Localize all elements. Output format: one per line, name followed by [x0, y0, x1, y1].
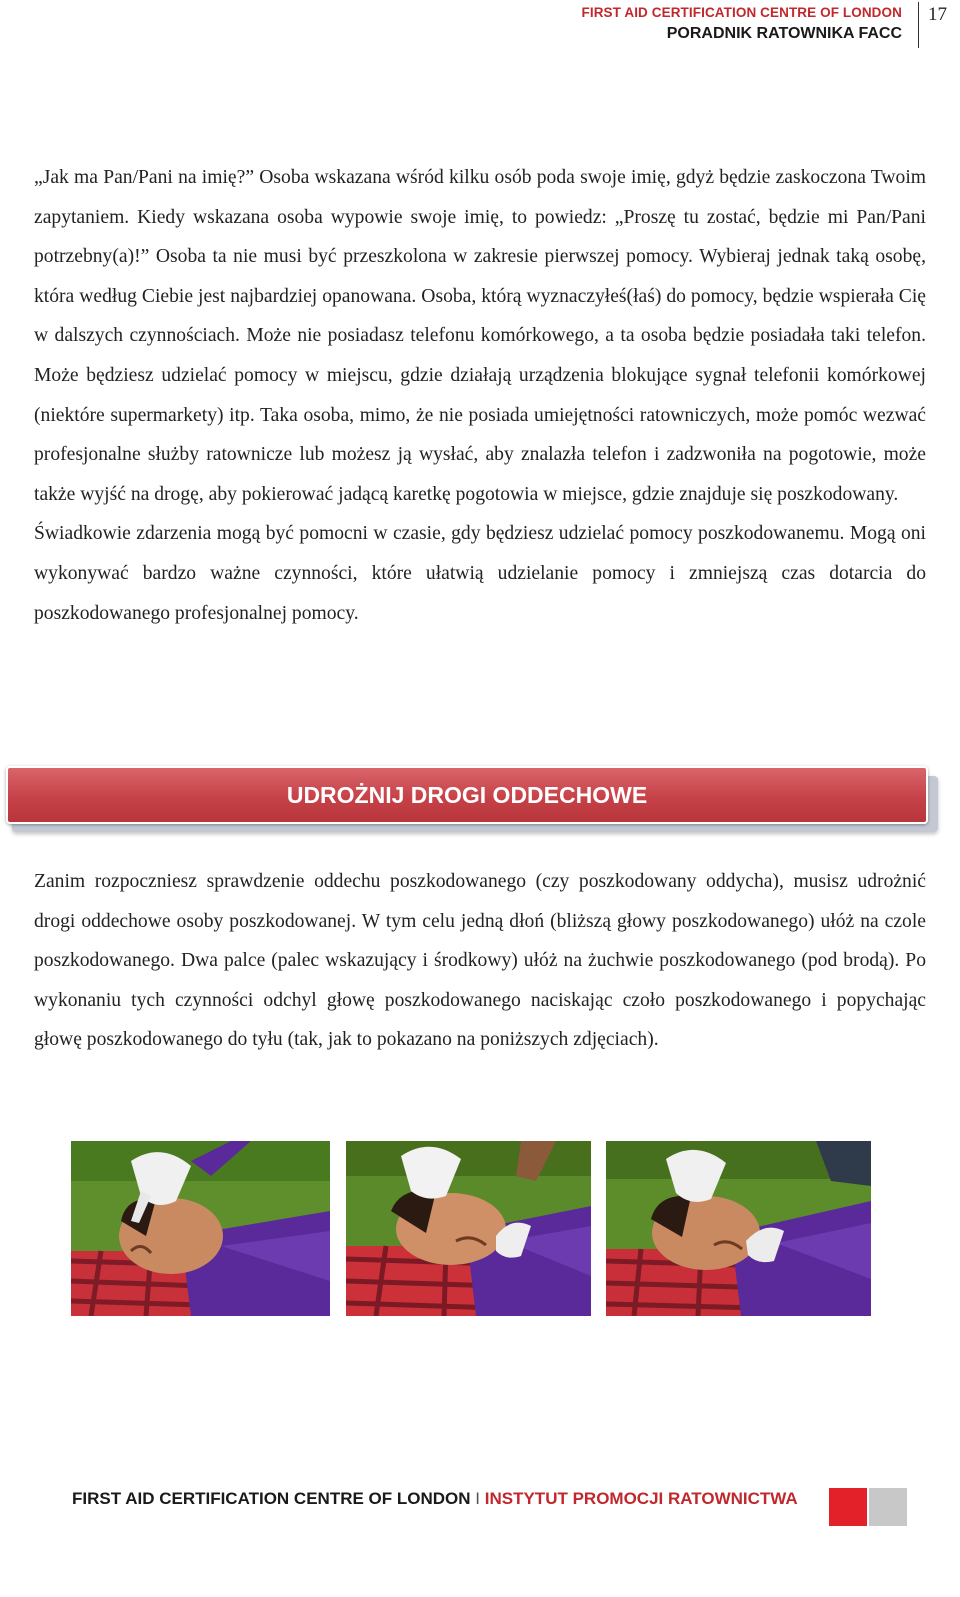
footer-separator: I [475, 1489, 481, 1508]
paragraph-helper-selection: „Jak ma Pan/Pani na imię?” Osoba wskazana wśród kilku osób poda swoje imię, gdyż będzie zaskoczona Twoim zapytaniem. Kiedy wskazana osoba wypowie swoje imię, to powiedz: „Proszę tu zostać, będzie mi Pan/Pani potrzebny(a)!” Osoba ta nie musi być przeszkolona w zakresie pierwszej pomocy. Wybieraj jednak taką osobę, która według Ciebie jest najbardziej opanowana. Osoba, którą wyznaczyłeś(łaś) do pomocy, będzie wspierała Cię w dalszych czynnościach. Może nie posiadasz telefonu komórkowego, a ta osoba będzie posiadała taki telefon. Może będziesz udzielać pomocy w miejscu, gdzie działają urządzenia blokujące sygnał telefonii komórkowej (niektóre supermarkety) itp. Taka osoba, mimo, że nie posiada umiejętności ratowniczych, może pomóc wezwać profesjonalne służby ratownicze lub możesz ją wysłać, aby znalazła telefon i zadzwoniła na pogotowie, może także wyjść na drogę, aby pokierować jadącą karetkę pogotowia w miejsce, gdzie znajduje się poszkodowany. [34, 167, 926, 505]
section-banner [6, 766, 940, 832]
photo-head-tilt-step-2 [346, 1141, 591, 1316]
page-number: 17 [928, 4, 947, 25]
header-subtitle: PORADNIK RATOWNIKA FACC [666, 25, 902, 42]
header-divider [918, 2, 919, 48]
footer-organization: FIRST AID CERTIFICATION CENTRE OF LONDON [72, 1489, 471, 1508]
section-title: UDROŻNIJ DROGI ODDECHOWE [286, 782, 648, 808]
header-organization: FIRST AID CERTIFICATION CENTRE OF LONDON [581, 5, 902, 20]
photo-head-tilt-step-3 [606, 1141, 871, 1316]
logo-red-square [829, 1488, 867, 1526]
page-footer [72, 1487, 798, 1511]
logo-gray-square [869, 1488, 907, 1526]
page-header [582, 4, 903, 46]
intro-text [34, 158, 926, 633]
paragraph-airway-instructions: Zanim rozpoczniesz sprawdzenie oddechu poszkodowanego (czy poszkodowany oddycha), musisz udrożnić drogi oddechowe osoby poszkodowanej. W tym celu jedną dłoń (bliższą głowy poszkodowanego) ułóż na czole poszkodowanego. Dwa palce (palec wskazujący i środkowy) ułóż na żuchwie poszkodowanego (pod brodą). Po wykonaniu tych czynności odchyl głowę poszkodowanego naciskając czoło poszkodowanego i popychając głowę poszkodowanego do tyłu (tak, jak to pokazano na poniższych zdjęciach). [34, 871, 926, 1051]
photo-head-tilt-step-1 [71, 1141, 330, 1316]
paragraph-witnesses: Świadkowie zdarzenia mogą być pomocni w czasie, gdy będziesz udzielać pomocy poszkodowanemu. Mogą oni wykonywać bardzo ważne czynności, które ułatwią udzielanie pomocy i zmniejszą czas dotarcia do poszkodowanego profesjonalnej pomocy. [34, 523, 926, 624]
airway-text [34, 862, 926, 1060]
footer-institute: INSTYTUT PROMOCJI RATOWNICTWA [484, 1489, 798, 1508]
